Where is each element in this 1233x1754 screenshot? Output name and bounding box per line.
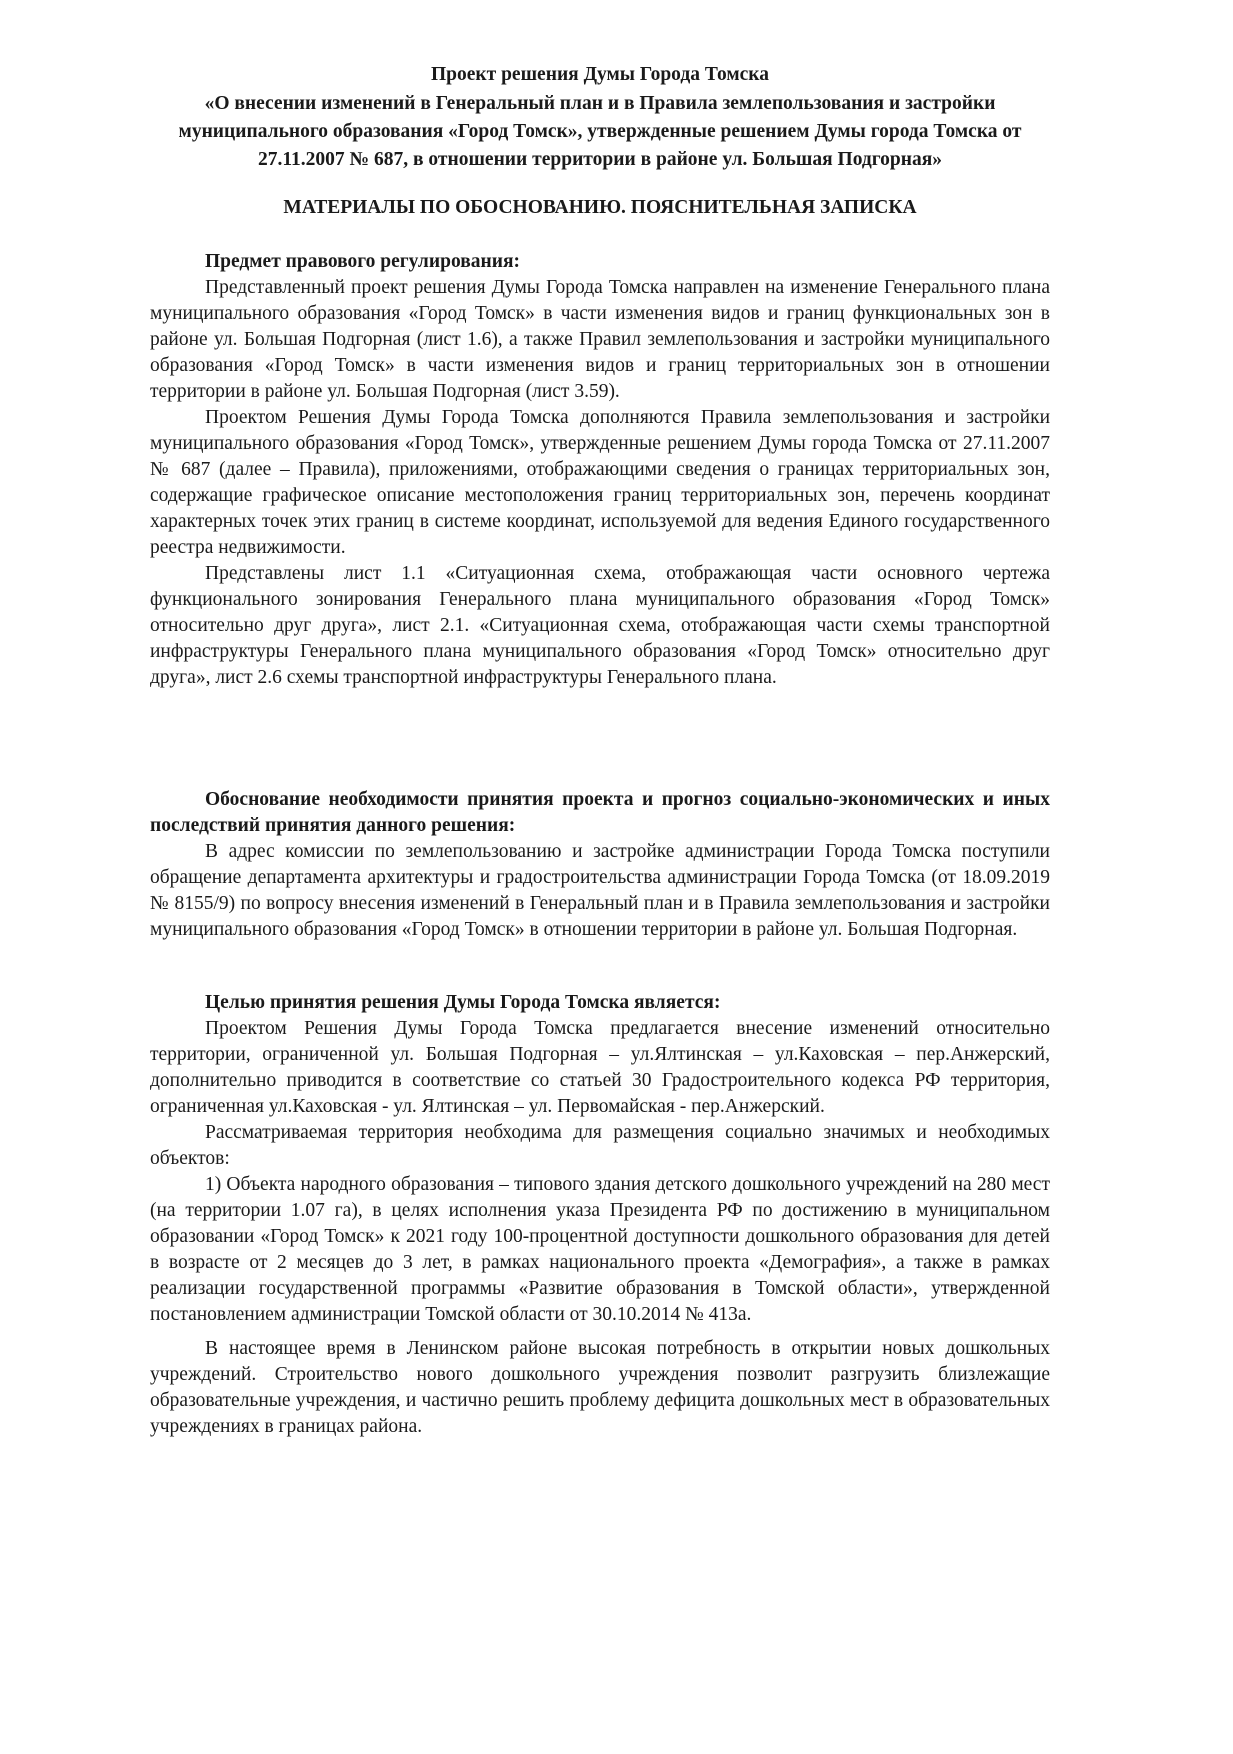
paragraph: Проектом Решения Думы Города Томска дополняются Правила землепользования и застройки муниципального образования «Город Томск», утвержденные решением Думы города Томска от 27.11.2007 № 687 (далее – Правила), приложениями, отображающими сведения о границах территориальных зон, содержащие графическое описание местоположения границ территориальных зон, перечень координат характерных точек этих границ в системе координат, используемой для ведения Единого государственного реестра недвижимости. [150, 407, 1050, 558]
section-heading: Целью принятия решения Думы Города Томска является: [205, 992, 721, 1013]
paragraph: Представленный проект решения Думы Города Томска направлен на изменение Генерального плана муниципального образования «Город Томск» в части изменения видов и границ функциональных зон в районе ул. Большая Подгорная (лист 1.6), а также Правил землепользования и застройки муниципального образования «Город Томск» в части изменения видов и границ территориальных зон в отношении территории в районе ул. Большая Подгорная (лист 3.59). [150, 277, 1050, 402]
paragraph: Проектом Решения Думы Города Томска предлагается внесение изменений относительно территории, ограниченной ул. Большая Подгорная – ул.Ялтинская – ул.Каховская – пер.Анжерский, дополнительно приводится в соответствие со статьей 30 Градостроительного кодекса РФ территория, ограниченная ул.Каховская - ул. Ялтинская – ул. Первомайская - пер.Анжерский. [150, 1018, 1050, 1117]
paragraph: В настоящее время в Ленинском районе высокая потребность в открытии новых дошкольных учреждений. Строительство нового дошкольного учреждения позволит разгрузить близлежащие образовательные учреждения, и частично решить проблему дефицита дошкольных мест в образовательных учреждениях в границах района. [150, 1338, 1050, 1437]
paragraph: Рассматриваемая территория необходима для размещения социально значимых и необходимых объектов: [150, 1122, 1050, 1169]
section-purpose [150, 990, 1050, 1440]
document-heading: МАТЕРИАЛЫ ПО ОБОСНОВАНИЮ. ПОЯСНИТЕЛЬНАЯ ЗАПИСКА [283, 197, 917, 218]
title-line-2: «О внесении изменений в Генеральный план и в Правила землепользования и застройки муниципального образования «Город Томск», утвержденные решением Думы города Томска от 27.11.2007 № 687, в отношении территории в районе ул. Большая Подгорная» [178, 93, 1022, 170]
document-title [150, 62, 1050, 174]
paragraph: Представлены лист 1.1 «Ситуационная схема, отображающая части основного чертежа функционального зонирования Генерального плана муниципального образования «Город Томск» относительно друг друга», лист 2.1. «Ситуационная схема, отображающая части схемы транспортной инфраструктуры Генерального плана муниципального образования «Город Томск» относительно друг друга», лист 2.6 схемы транспортной инфраструктуры Генерального плана. [150, 563, 1050, 688]
title-line-1: Проект решения Думы Города Томска [430, 64, 769, 85]
section-subject [150, 249, 1050, 691]
paragraph: В адрес комиссии по землепользованию и застройке администрации Города Томска поступили обращение департамента архитектуры и градостроительства администрации Города Томска (от 18.09.2019 № 8155/9) по вопросу внесения изменений в Генеральный план и в Правила землепользования и застройки муниципального образования «Город Томск» в отношении территории в районе ул. Большая Подгорная. [150, 841, 1050, 940]
section-justification [150, 787, 1050, 943]
section-heading: Предмет правового регулирования: [205, 251, 520, 272]
list-item: 1) Объекта народного образования – типового здания детского дошкольного учреждений на 280 мест (на территории 1.07 га), в целях исполнения указа Президента РФ по достижению в муниципальном образовании «Город Томск» к 2021 году 100-процентной доступности дошкольного образования для детей в возрасте от 2 месяцев до 3 лет, в рамках национального проекта «Демография», а также в рамках реализации государственной программы «Развитие образования в Томской области», утвержденной постановлением администрации Томской области от 30.10.2014 № 413а. [150, 1174, 1050, 1325]
section-heading: Обоснование необходимости принятия проекта и прогноз социально-экономических и иных последствий принятия данного решения: [150, 789, 1050, 836]
